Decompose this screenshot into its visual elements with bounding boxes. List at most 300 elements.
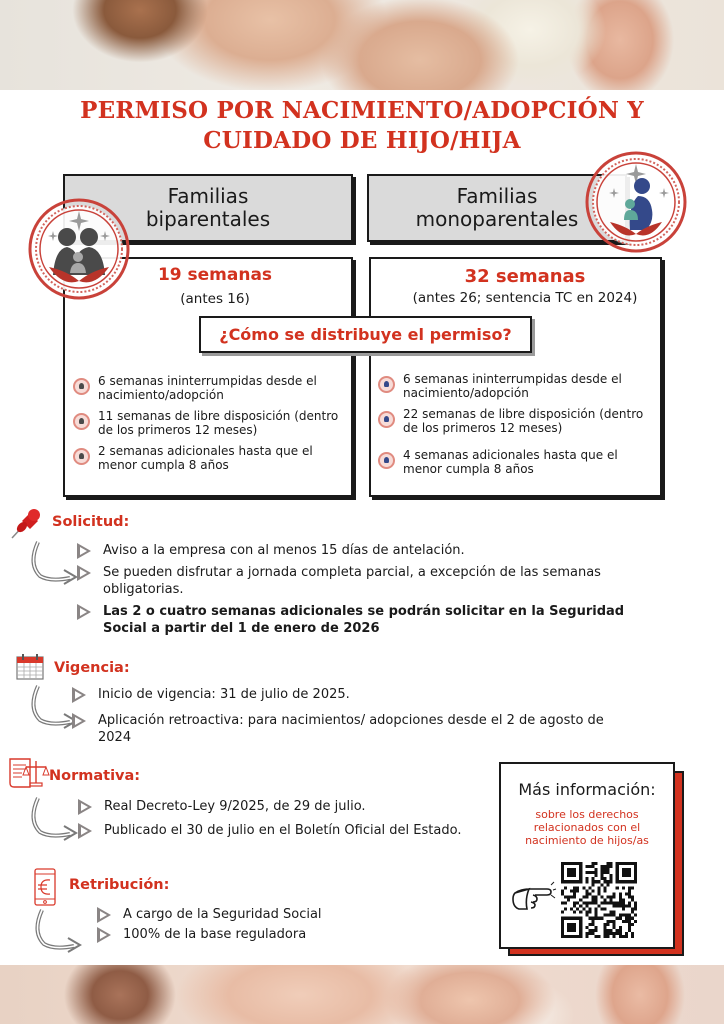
distribution-label: ¿Cómo se distribuye el permiso?	[199, 316, 532, 353]
qr-module	[625, 935, 628, 938]
pointing-hand-icon	[511, 879, 557, 915]
family-bullet-icon	[73, 448, 90, 465]
qr-module	[567, 895, 570, 898]
qr-module	[628, 914, 631, 917]
qr-module	[601, 883, 604, 886]
qr-module	[607, 862, 610, 865]
pushpin-icon	[8, 505, 44, 541]
normativa-item	[78, 798, 498, 815]
retribucion-list	[97, 906, 397, 948]
qr-module	[622, 914, 625, 917]
qr-module	[579, 898, 582, 901]
two-parents-child-icon	[27, 197, 131, 301]
qr-module	[597, 886, 600, 889]
qr-module	[573, 892, 576, 895]
qr-module	[607, 923, 610, 926]
qr-module	[607, 883, 610, 886]
solicitud-item	[77, 603, 657, 637]
qr-module	[607, 920, 610, 923]
info-card	[499, 762, 675, 949]
normativa-item	[78, 822, 498, 839]
qr-module	[616, 905, 619, 908]
qr-module	[619, 902, 622, 905]
qr-module	[631, 923, 634, 926]
qr-module	[625, 914, 628, 917]
qr-module	[628, 902, 631, 905]
section-title-solicitud: Solicitud:	[52, 514, 130, 530]
qr-module	[591, 932, 594, 935]
qr-module	[591, 871, 594, 874]
qr-module	[594, 862, 597, 865]
qr-module	[607, 868, 610, 871]
qr-module	[625, 892, 628, 895]
qr-module	[610, 895, 613, 898]
qr-module	[594, 895, 597, 898]
biparental-item-text: 11 semanas de libre disposición (dentro de los primeros 12 meses)	[98, 409, 339, 437]
vigencia-item	[72, 686, 632, 703]
qr-module	[619, 926, 622, 929]
qr-module	[585, 914, 588, 917]
qr-module	[597, 889, 600, 892]
qr-module	[607, 865, 610, 868]
info-subtitle	[501, 808, 673, 847]
qr-module	[628, 917, 631, 920]
qr-module	[567, 898, 570, 901]
qr-module	[631, 911, 634, 914]
qr-module	[616, 929, 619, 932]
qr-module	[597, 905, 600, 908]
qr-module	[573, 889, 576, 892]
triangle-bullet-icon	[97, 907, 111, 923]
qr-module	[588, 902, 591, 905]
parent-bullet-icon	[378, 452, 395, 469]
qr-module	[582, 886, 585, 889]
header-photo-baby	[0, 0, 724, 90]
qr-module	[628, 895, 631, 898]
retribucion-item	[97, 906, 397, 923]
qr-module	[622, 886, 625, 889]
qr-module	[585, 871, 588, 874]
qr-module	[594, 898, 597, 901]
qr-module	[576, 902, 579, 905]
qr-module	[613, 923, 616, 926]
qr-module	[628, 905, 631, 908]
qr-module	[631, 908, 634, 911]
qr-module	[613, 932, 616, 935]
qr-code[interactable]	[559, 862, 639, 938]
qr-module	[585, 895, 588, 898]
solicitud-item-text: Aviso a la empresa con al menos 15 días de antelación.	[103, 543, 465, 558]
qr-module	[594, 911, 597, 914]
normativa-item-text: Real Decreto-Ley 9/2025, de 29 de julio.	[104, 799, 366, 814]
qr-module	[631, 898, 634, 901]
retribucion-item	[97, 926, 397, 943]
biparental-item	[73, 410, 343, 437]
qr-module	[594, 908, 597, 911]
monoparental-heading-line-2: monoparentales	[415, 207, 579, 231]
qr-module	[567, 868, 576, 877]
qr-module	[619, 905, 622, 908]
qr-module	[594, 874, 597, 877]
qr-module	[564, 908, 567, 911]
qr-module	[585, 911, 588, 914]
triangle-bullet-icon	[72, 687, 86, 703]
qr-module	[622, 868, 631, 877]
qr-module	[594, 917, 597, 920]
qr-module	[561, 892, 564, 895]
section-title-retribucion: Retribución:	[69, 877, 170, 893]
qr-module	[613, 902, 616, 905]
calendar-icon	[15, 652, 47, 682]
qr-module	[628, 889, 631, 892]
qr-module	[613, 895, 616, 898]
monoparental-item	[378, 408, 653, 435]
qr-module	[604, 908, 607, 911]
solicitud-item	[77, 542, 657, 559]
qr-module	[576, 908, 579, 911]
qr-module	[604, 932, 607, 935]
qr-module	[597, 880, 600, 883]
qr-module	[628, 892, 631, 895]
qr-module	[588, 923, 591, 926]
monoparental-items	[378, 373, 653, 484]
section-title-normativa: Normativa:	[49, 768, 141, 784]
qr-module	[613, 914, 616, 917]
biparental-item-text: 2 semanas adicionales hasta que el menor cumpla 8 años	[98, 444, 313, 472]
qr-module	[591, 880, 594, 883]
qr-module	[610, 920, 613, 923]
qr-module	[601, 874, 604, 877]
qr-module	[601, 868, 604, 871]
qr-module	[573, 886, 576, 889]
qr-module	[610, 865, 613, 868]
qr-module	[628, 929, 631, 932]
qr-module	[582, 908, 585, 911]
qr-module	[604, 865, 607, 868]
biparental-item	[73, 375, 343, 402]
title-line-1: PERMISO POR NACIMIENTO/ADOPCIÓN Y	[80, 97, 644, 124]
qr-module	[607, 880, 610, 883]
qr-module	[622, 935, 625, 938]
triangle-bullet-icon	[97, 927, 111, 943]
biparental-heading-line-1: Familias	[167, 184, 249, 208]
qr-module	[573, 895, 576, 898]
qr-module	[604, 889, 607, 892]
biparental-items	[73, 375, 343, 480]
qr-module	[604, 877, 607, 880]
qr-module	[591, 895, 594, 898]
qr-module	[570, 895, 573, 898]
qr-module	[610, 932, 613, 935]
qr-module	[582, 902, 585, 905]
vigencia-list	[72, 686, 632, 751]
qr-module	[619, 895, 622, 898]
qr-module	[619, 929, 622, 932]
qr-module	[619, 898, 622, 901]
qr-module	[588, 865, 591, 868]
qr-module	[619, 935, 622, 938]
qr-module	[594, 880, 597, 883]
qr-module	[594, 914, 597, 917]
qr-module	[634, 920, 637, 923]
qr-module	[591, 865, 594, 868]
qr-module	[601, 917, 604, 920]
qr-module	[616, 886, 619, 889]
parent-bullet-icon	[378, 411, 395, 428]
section-title-vigencia: Vigencia:	[54, 660, 130, 676]
qr-module	[604, 923, 607, 926]
qr-module	[588, 892, 591, 895]
qr-module	[585, 889, 588, 892]
family-bullet-icon	[73, 413, 90, 430]
solicitud-item-text: Se pueden disfrutar a jornada completa parcial, a excepción de las semanas obligatorias.	[103, 565, 601, 597]
qr-module	[579, 911, 582, 914]
solicitud-item-text: Las 2 o cuatro semanas adicionales se podrán solicitar en la Seguridad Social a partir del 1 de enero de 2026	[103, 604, 625, 636]
qr-module	[597, 892, 600, 895]
qr-module	[634, 905, 637, 908]
qr-module	[591, 883, 594, 886]
qr-module	[597, 935, 600, 938]
qr-module	[585, 880, 588, 883]
qr-module	[607, 935, 610, 938]
qr-module	[597, 917, 600, 920]
qr-module	[591, 902, 594, 905]
qr-module	[631, 917, 634, 920]
monoparental-item-text: 6 semanas ininterrumpidas desde el nacimiento/adopción	[403, 372, 622, 400]
qr-module	[613, 920, 616, 923]
info-subtitle-line-2: relacionados con el	[533, 821, 641, 834]
qr-module	[604, 902, 607, 905]
qr-module	[594, 868, 597, 871]
qr-module	[607, 871, 610, 874]
qr-module	[604, 868, 607, 871]
qr-module	[610, 929, 613, 932]
qr-module	[601, 902, 604, 905]
qr-module	[564, 902, 567, 905]
monoparental-weeks: 32 semanas	[464, 266, 586, 287]
qr-module	[585, 902, 588, 905]
qr-module	[613, 911, 616, 914]
qr-module	[591, 929, 594, 932]
qr-module	[625, 905, 628, 908]
info-subtitle-line-3: nacimiento de hijos/as	[525, 834, 649, 847]
law-scales-document-icon	[8, 757, 50, 789]
qr-module	[573, 902, 576, 905]
qr-module	[616, 902, 619, 905]
qr-module	[610, 862, 613, 865]
footer-photo-baby	[0, 965, 724, 1024]
family-bullet-icon	[73, 378, 90, 395]
monoparental-item-text: 4 semanas adicionales hasta que el menor cumpla 8 años	[403, 448, 618, 476]
qr-module	[604, 929, 607, 932]
qr-module	[631, 886, 634, 889]
qr-module	[619, 914, 622, 917]
retribucion-item-text: 100% de la base reguladora	[123, 927, 307, 942]
monoparental-item	[378, 373, 653, 400]
qr-module	[567, 923, 576, 932]
parent-with-child-icon	[584, 150, 688, 254]
qr-module	[622, 902, 625, 905]
qr-module	[601, 895, 604, 898]
qr-module	[610, 880, 613, 883]
qr-module	[631, 932, 634, 935]
qr-module	[594, 871, 597, 874]
solicitud-item	[77, 564, 657, 598]
qr-module	[613, 892, 616, 895]
qr-module	[564, 886, 567, 889]
qr-module	[619, 932, 622, 935]
qr-module	[585, 892, 588, 895]
triangle-bullet-icon	[77, 543, 91, 559]
qr-module	[585, 926, 588, 929]
qr-module	[628, 923, 631, 926]
qr-module	[604, 871, 607, 874]
qr-module	[601, 908, 604, 911]
biparental-before: (antes 16)	[180, 291, 250, 307]
qr-module	[610, 898, 613, 901]
biparental-weeks: 19 semanas	[157, 265, 273, 285]
qr-module	[594, 926, 597, 929]
qr-module	[619, 917, 622, 920]
qr-module	[594, 935, 597, 938]
vigencia-item-text: Inicio de vigencia: 31 de julio de 2025.	[98, 687, 350, 702]
info-subtitle-line-1: sobre los derechos	[535, 808, 639, 821]
qr-module	[625, 917, 628, 920]
qr-module	[619, 892, 622, 895]
qr-module	[591, 889, 594, 892]
qr-module	[594, 929, 597, 932]
mobile-euro-icon	[33, 867, 57, 907]
qr-module	[585, 877, 588, 880]
vigencia-item	[72, 712, 632, 746]
qr-module	[570, 889, 573, 892]
qr-module	[601, 871, 604, 874]
qr-module	[628, 920, 631, 923]
biparental-family-emblem	[27, 197, 131, 301]
qr-module	[613, 926, 616, 929]
qr-module	[631, 935, 634, 938]
qr-module	[591, 862, 594, 865]
qr-module	[561, 911, 564, 914]
triangle-bullet-icon	[78, 823, 92, 839]
monoparental-item-text: 22 semanas de libre disposición (dentro de los primeros 12 meses)	[403, 407, 644, 435]
qr-module	[588, 908, 591, 911]
qr-module	[588, 886, 591, 889]
qr-module	[594, 902, 597, 905]
biparental-heading-line-2: biparentales	[145, 207, 271, 231]
biparental-item-text: 6 semanas ininterrumpidas desde el nacimiento/adopción	[98, 374, 317, 402]
qr-module	[564, 895, 567, 898]
qr-module	[622, 898, 625, 901]
qr-module	[634, 902, 637, 905]
normativa-list	[78, 798, 498, 844]
info-title: Más información:	[518, 780, 656, 799]
qr-module	[607, 914, 610, 917]
qr-module	[604, 880, 607, 883]
qr-module	[628, 926, 631, 929]
qr-module	[610, 874, 613, 877]
qr-module	[573, 905, 576, 908]
qr-module	[622, 905, 625, 908]
qr-module	[610, 902, 613, 905]
qr-module	[607, 895, 610, 898]
qr-module	[604, 898, 607, 901]
parent-bullet-icon	[378, 376, 395, 393]
monoparental-before: (antes 26; sentencia TC en 2024)	[412, 290, 638, 306]
retribucion-item-text: A cargo de la Seguridad Social	[123, 907, 322, 922]
qr-module	[607, 929, 610, 932]
qr-module	[607, 932, 610, 935]
qr-module	[591, 917, 594, 920]
title-line-2: CUIDADO DE HIJO/HIJA	[203, 127, 521, 154]
qr-module	[588, 917, 591, 920]
normativa-item-text: Publicado el 30 de julio en el Boletín Oficial del Estado.	[104, 823, 462, 838]
qr-module	[585, 932, 588, 935]
qr-module	[561, 902, 564, 905]
qr-module	[585, 935, 588, 938]
triangle-bullet-icon	[77, 604, 91, 620]
solicitud-list	[77, 542, 657, 642]
qr-module	[588, 932, 591, 935]
qr-module	[628, 886, 631, 889]
triangle-bullet-icon	[72, 713, 86, 729]
biparental-item	[73, 445, 343, 472]
qr-module	[616, 917, 619, 920]
qr-module	[591, 877, 594, 880]
qr-module	[573, 911, 576, 914]
qr-module	[585, 905, 588, 908]
monoparental-heading-line-1: Familias	[456, 184, 538, 208]
page-title	[0, 96, 724, 156]
qr-module	[604, 935, 607, 938]
qr-module	[610, 911, 613, 914]
vigencia-item-text: Aplicación retroactiva: para nacimientos/ adopciones desde el 2 de agosto de 2024	[98, 713, 604, 745]
qr-module	[604, 914, 607, 917]
qr-module	[616, 932, 619, 935]
qr-module	[588, 871, 591, 874]
qr-module	[576, 889, 579, 892]
qr-module	[585, 865, 588, 868]
qr-module	[601, 877, 604, 880]
triangle-bullet-icon	[77, 565, 91, 581]
qr-module	[613, 905, 616, 908]
qr-module	[613, 935, 616, 938]
monoparental-item	[378, 449, 653, 476]
curved-arrow-icon	[30, 908, 92, 958]
triangle-bullet-icon	[78, 799, 92, 815]
qr-module	[588, 929, 591, 932]
qr-module	[561, 889, 564, 892]
qr-module	[576, 886, 579, 889]
qr-module	[625, 920, 628, 923]
qr-module	[604, 886, 607, 889]
monoparental-family-emblem	[584, 150, 688, 254]
qr-module	[601, 865, 604, 868]
qr-module	[622, 908, 625, 911]
qr-module	[634, 908, 637, 911]
qr-module	[610, 877, 613, 880]
qr-module	[622, 920, 625, 923]
qr-module	[588, 911, 591, 914]
qr-module	[591, 923, 594, 926]
qr-module	[579, 905, 582, 908]
qr-module	[610, 914, 613, 917]
qr-module	[607, 902, 610, 905]
qr-module	[582, 895, 585, 898]
qr-module	[591, 898, 594, 901]
qr-module	[591, 920, 594, 923]
qr-module	[570, 908, 573, 911]
